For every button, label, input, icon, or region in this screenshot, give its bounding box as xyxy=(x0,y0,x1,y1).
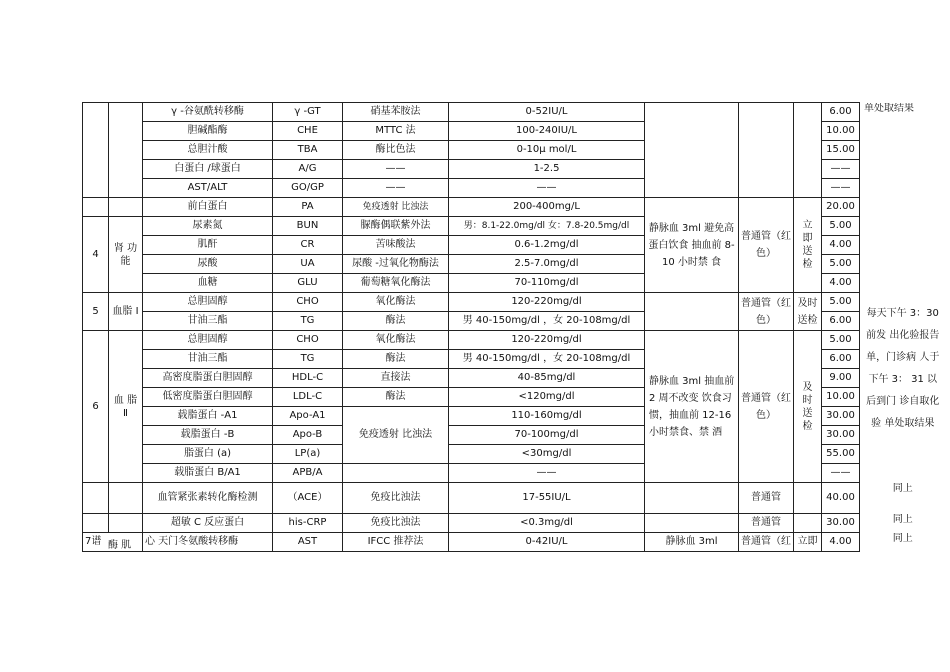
test-name: 血管紧张素转化酶检测 xyxy=(143,483,273,514)
test-price: 9.00 xyxy=(822,369,860,388)
test-code: HDL-C xyxy=(273,369,343,388)
test-name: AST/ALT xyxy=(143,179,273,198)
group-no: 7谱 xyxy=(83,533,143,552)
group-category-cell xyxy=(109,198,143,217)
test-reference: —— xyxy=(449,179,645,198)
test-method: 酶法 xyxy=(343,388,449,407)
delivery-cell xyxy=(794,514,822,533)
table-row xyxy=(83,483,949,514)
test-price: 20.00 xyxy=(822,198,860,217)
test-name: 心 天门冬氨酸转移酶 xyxy=(143,533,273,552)
test-price: 15.00 xyxy=(822,141,860,160)
test-reference: 70-100mg/dl xyxy=(449,426,645,445)
test-price: 30.00 xyxy=(822,407,860,426)
test-code: CR xyxy=(273,236,343,255)
table-row xyxy=(83,198,949,217)
test-method: —— xyxy=(343,179,449,198)
test-reference: 17-55IU/L xyxy=(449,483,645,514)
test-method: 氧化酶法 xyxy=(343,293,449,312)
delivery-requirement: 及时 送检 xyxy=(794,293,822,331)
group-no-cell xyxy=(83,198,109,217)
test-name: 脂蛋白 (a) xyxy=(143,445,273,464)
test-method: 尿酸 -过氧化物酶法 xyxy=(343,255,449,274)
test-code: BUN xyxy=(273,217,343,236)
test-price: 4.00 xyxy=(822,533,860,552)
tube-type: 普通管（红 xyxy=(739,533,794,552)
test-price: 5.00 xyxy=(822,217,860,236)
note-top: 单处取结果 xyxy=(864,102,914,114)
table-row xyxy=(83,103,949,122)
test-name: 肌酐 xyxy=(143,236,273,255)
delivery-requirement: 及 时 送 检 xyxy=(794,331,822,483)
test-reference: <0.3mg/dl xyxy=(449,514,645,533)
table-row xyxy=(83,514,949,533)
group-no-cell xyxy=(83,514,109,533)
test-name: 载脂蛋白 -A1 xyxy=(143,407,273,426)
test-price: 6.00 xyxy=(822,312,860,331)
test-price: 10.00 xyxy=(822,388,860,407)
test-name: 甘油三酯 xyxy=(143,350,273,369)
test-price: 30.00 xyxy=(822,514,860,533)
test-reference: 0-10μ mol/L xyxy=(449,141,645,160)
test-name: 载脂蛋白 B/A1 xyxy=(143,464,273,483)
group-category: 肾 功 能 xyxy=(109,217,143,293)
test-code: TG xyxy=(273,312,343,331)
table-row xyxy=(83,533,949,552)
test-reference: <120mg/dl xyxy=(449,388,645,407)
group-category-cell xyxy=(109,514,143,533)
test-code: LP(a) xyxy=(273,445,343,464)
sample-cell xyxy=(645,103,739,198)
test-method: 葡萄糖氧化酶法 xyxy=(343,274,449,293)
sample-requirement: 静脉血 3ml 抽血前 2 周不改变 饮食习惯，抽血前 12-16 小时禁食、禁 酒 xyxy=(645,331,739,483)
tube-cell xyxy=(739,103,794,198)
group-no-cell xyxy=(83,483,109,514)
note-same: 同上 xyxy=(892,532,913,544)
test-name: 总胆固醇 xyxy=(143,331,273,350)
tube-type: 普通管（红 色） xyxy=(739,198,794,293)
test-code: CHO xyxy=(273,293,343,312)
test-method: 脲酶偶联紫外法 xyxy=(343,217,449,236)
note-same: 同上 xyxy=(892,513,913,525)
test-price: —— xyxy=(822,160,860,179)
test-code: APB/A xyxy=(273,464,343,483)
tube-type: 普通管 xyxy=(739,483,794,514)
test-reference: 2.5-7.0mg/dl xyxy=(449,255,645,274)
test-name: 白蛋白 /球蛋白 xyxy=(143,160,273,179)
test-price: 4.00 xyxy=(822,236,860,255)
test-reference: 0-52IU/L xyxy=(449,103,645,122)
test-code: GLU xyxy=(273,274,343,293)
test-reference: <30mg/dl xyxy=(449,445,645,464)
tube-type: 普通管 xyxy=(739,514,794,533)
sample-requirement: 静脉血 3ml 避免高蛋白饮食 抽血前 8-10 小时禁 食 xyxy=(645,198,739,293)
test-price: 4.00 xyxy=(822,274,860,293)
test-code: TG xyxy=(273,350,343,369)
table-row xyxy=(83,293,949,312)
test-reference: 1-2.5 xyxy=(449,160,645,179)
test-code: CHO xyxy=(273,331,343,350)
test-reference: —— xyxy=(449,464,645,483)
test-method: 酶法 xyxy=(343,312,449,331)
group-no-cell xyxy=(83,103,109,198)
test-name: 总胆固醇 xyxy=(143,293,273,312)
test-reference: 男：8.1-22.0mg/dl 女：7.8-20.5mg/dl xyxy=(449,217,645,236)
test-name: γ -谷氨酰转移酶 xyxy=(143,103,273,122)
test-name: 前白蛋白 xyxy=(143,198,273,217)
test-name: 血糖 xyxy=(143,274,273,293)
test-price: 6.00 xyxy=(822,350,860,369)
test-code: AST xyxy=(273,533,343,552)
test-code: γ -GT xyxy=(273,103,343,122)
sample-requirement: 静脉血 3ml xyxy=(645,533,739,552)
test-name: 超敏 C 反应蛋白 xyxy=(143,514,273,533)
test-code: A/G xyxy=(273,160,343,179)
test-reference: 100-240IU/L xyxy=(449,122,645,141)
group-category-cell xyxy=(109,103,143,198)
group-category-cell xyxy=(109,483,143,514)
table-row xyxy=(83,331,949,350)
note-afternoon: 每天下午 3：30 前发 出化验报告 单，门诊病 人于下午 3： 31 以后到门 诊自取化验 单处取结果 xyxy=(866,307,940,429)
test-method: 氧化酶法 xyxy=(343,331,449,350)
test-method: 免疫比浊法 xyxy=(343,483,449,514)
lab-test-table xyxy=(82,102,949,552)
delivery-cell xyxy=(794,483,822,514)
test-code: Apo-B xyxy=(273,426,343,445)
test-price: 5.00 xyxy=(822,293,860,312)
group-no: 5 xyxy=(83,293,109,331)
test-reference: 120-220mg/dl xyxy=(449,331,645,350)
test-method: MTTC 法 xyxy=(343,122,449,141)
test-name: 高密度脂蛋白胆固醇 xyxy=(143,369,273,388)
test-name: 尿素氮 xyxy=(143,217,273,236)
group7-category-overlay: 酶 肌 xyxy=(108,540,132,551)
test-reference: 200-400mg/L xyxy=(449,198,645,217)
test-method xyxy=(343,464,449,483)
sample-cell xyxy=(645,293,739,331)
test-method: 苦味酸法 xyxy=(343,236,449,255)
test-reference: 120-220mg/dl xyxy=(449,293,645,312)
test-method: IFCC 推荐法 xyxy=(343,533,449,552)
test-method: —— xyxy=(343,160,449,179)
test-code: PA xyxy=(273,198,343,217)
test-reference: 0.6-1.2mg/dl xyxy=(449,236,645,255)
test-method: 酶比色法 xyxy=(343,141,449,160)
test-price: 40.00 xyxy=(822,483,860,514)
test-method: 硝基苯胺法 xyxy=(343,103,449,122)
test-reference: 0-42IU/L xyxy=(449,533,645,552)
test-method: 直接法 xyxy=(343,369,449,388)
test-reference: 70-110mg/dl xyxy=(449,274,645,293)
test-name: 甘油三酯 xyxy=(143,312,273,331)
test-reference: 男 40-150mg/dl ，女 20-108mg/dl xyxy=(449,312,645,331)
group-no: 6 xyxy=(83,331,109,483)
test-method: 免疫透射 比浊法 xyxy=(343,198,449,217)
test-name: 总胆汁酸 xyxy=(143,141,273,160)
test-code: TBA xyxy=(273,141,343,160)
test-price: 30.00 xyxy=(822,426,860,445)
test-price: 5.00 xyxy=(822,255,860,274)
delivery-cell xyxy=(794,103,822,198)
test-price: 6.00 xyxy=(822,103,860,122)
test-code: GO/GP xyxy=(273,179,343,198)
group-category: 血脂 I xyxy=(109,293,143,331)
group-category: 血 脂 Ⅱ xyxy=(109,331,143,483)
delivery-requirement: 立即 xyxy=(794,533,822,552)
test-method: 免疫比浊法 xyxy=(343,514,449,533)
test-name: 载脂蛋白 -B xyxy=(143,426,273,445)
tube-type: 普通管（红 色） xyxy=(739,331,794,483)
test-code: UA xyxy=(273,255,343,274)
sample-cell xyxy=(645,514,739,533)
tube-type: 普通管（红 色） xyxy=(739,293,794,331)
test-price: —— xyxy=(822,464,860,483)
test-price: 55.00 xyxy=(822,445,860,464)
test-name: 胆碱酯酶 xyxy=(143,122,273,141)
test-name: 低密度脂蛋白胆固醇 xyxy=(143,388,273,407)
test-code: his-CRP xyxy=(273,514,343,533)
test-reference: 男 40-150mg/dl ，女 20-108mg/dl xyxy=(449,350,645,369)
sample-cell xyxy=(645,483,739,514)
test-price: 5.00 xyxy=(822,331,860,350)
test-code: Apo-A1 xyxy=(273,407,343,426)
test-method: 酶法 xyxy=(343,350,449,369)
test-reference: 40-85mg/dl xyxy=(449,369,645,388)
test-method: 免疫透射 比浊法 xyxy=(343,407,449,464)
test-price: —— xyxy=(822,179,860,198)
group-no: 4 xyxy=(83,217,109,293)
delivery-requirement: 立 即 送 检 xyxy=(794,198,822,293)
test-code: LDL-C xyxy=(273,388,343,407)
test-name: 尿酸 xyxy=(143,255,273,274)
test-price: 10.00 xyxy=(822,122,860,141)
test-code: （ACE） xyxy=(273,483,343,514)
test-code: CHE xyxy=(273,122,343,141)
note-same: 同上 xyxy=(892,482,913,494)
test-reference: 110-160mg/dl xyxy=(449,407,645,426)
